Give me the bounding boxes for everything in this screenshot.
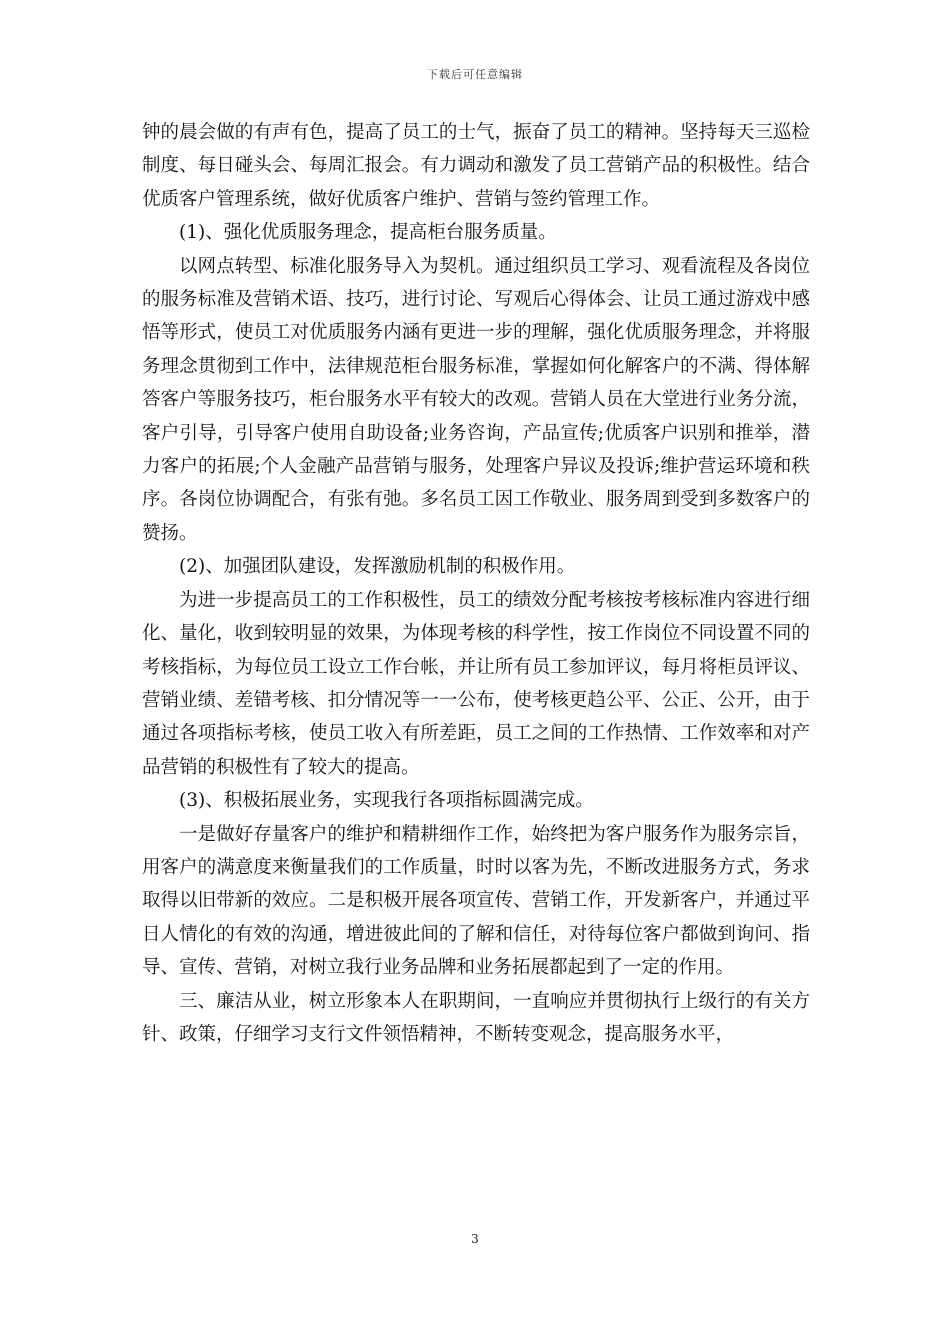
- section-heading-3: (3)、积极拓展业务，实现我行各项指标圆满完成。: [179, 790, 594, 812]
- paragraph: 钟的晨会做的有声有色，提高了员工的士气，振奋了员工的精神。坚持每天三巡检制度、每日碰头会、每周汇报会。有力调动和激发了员工营销产品的积极性。结合优质客户管理系统，做好优质客户维护、营销与签约管理工作。: [142, 122, 810, 210]
- paragraph: 以网点转型、标准化服务导入为契机。通过组织员工学习、观看流程及各岗位的服务标准及营销术语、技巧，进行讨论、写观后心得体会、让员工通过游戏中感悟等形式，使员工对优质服务内涵有更进一步的理解，强化优质服务理念，并将服务理念贯彻到工作中，法律规范柜台服务标准，掌握如何化解客户的不满、得体解答客户等服务技巧，柜台服务水平有较大的改观。营销人员在大堂进行业务分流，客户引导，引导客户使用自助设备;业务咨询，产品宣传;优质客户识别和推举，潜力客户的拓展;个人金融产品营销与服务，处理客户异议及投诉;维护营运环境和秩序。各岗位协调配合，有张有弛。多名员工因工作敬业、服务周到受到多数客户的赞扬。: [142, 255, 810, 544]
- section-heading-2: (2)、加强团队建设，发挥激励机制的积极作用。: [179, 556, 576, 578]
- section-heading-1: (1)、强化优质服务理念，提高柜台服务质量。: [179, 222, 557, 244]
- paragraph: 三、廉洁从业，树立形象本人在职期间，一直响应并贯彻执行上级行的有关方针、政策，仔细学习支行文件领悟精神，不断转变观念，提高服务水平，: [142, 990, 810, 1045]
- paragraph: 为进一步提高员工的工作积极性，员工的绩效分配考核按考核标准内容进行细化、量化，收到较明显的效果，为体现考核的科学性，按工作岗位不同设置不同的考核指标，为每位员工设立工作台帐，并让所有员工参加评议，每月将柜员评议、营销业绩、差错考核、扣分情况等一一公布，使考核更趋公平、公正、公开，由于通过各项指标考核，使员工收入有所差距，员工之间的工作热情、工作效率和对产品营销的积极性有了较大的提高。: [142, 589, 810, 778]
- document-body: [142, 116, 810, 1051]
- page-header: 下载后可任意编辑: [427, 68, 523, 81]
- page-number: 3: [471, 1232, 479, 1246]
- paragraph: 一是做好存量客户的维护和精耕细作工作，始终把为客户服务作为服务宗旨，用客户的满意度来衡量我们的工作质量，时时以客为先，不断改进服务方式，务求取得以旧带新的效应。二是积极开展各项宣传、营销工作，开发新客户，并通过平日人情化的有效的沟通，增进彼此间的了解和信任，对待每位客户都做到询问、指导、宣传、营销，对树立我行业务品牌和业务拓展都起到了一定的作用。: [142, 823, 810, 979]
